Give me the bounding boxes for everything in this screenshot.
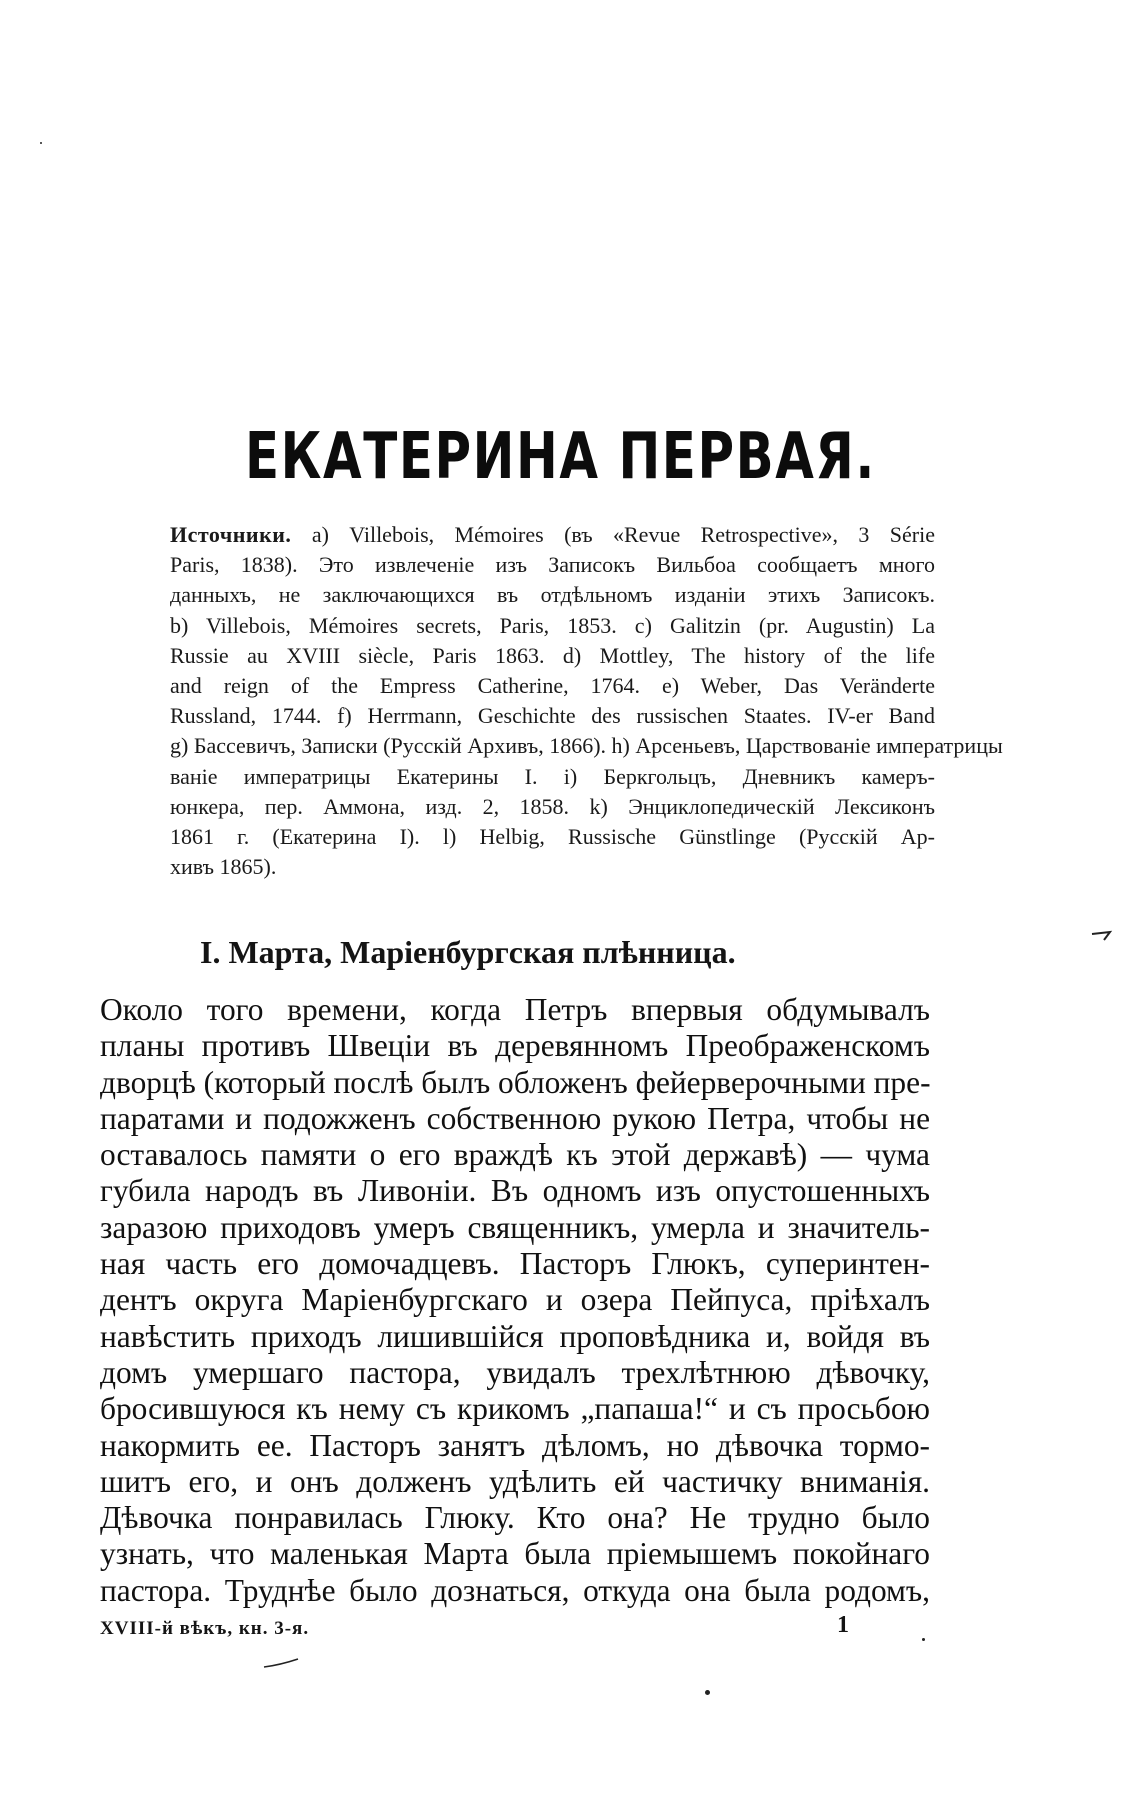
- body-line: накормить ее. Пасторъ занятъ дѣломъ, но дѣвочка тормо-: [100, 1427, 930, 1463]
- chapter-title: ЕКАТЕРИНА ПЕРВАЯ.: [245, 420, 876, 494]
- sources-label: Источники.: [170, 522, 292, 547]
- body-line: оставалось памяти о его враждѣ къ этой державѣ) — чума: [100, 1137, 930, 1173]
- body-line: навѣстить приходъ лишившійся проповѣдника и, войдя въ: [100, 1318, 930, 1354]
- body-line: шитъ его, и онъ долженъ удѣлить ей частичку вниманія.: [100, 1463, 930, 1499]
- body-line: дворцѣ (который послѣ былъ обложенъ фейерверочными пре-: [100, 1064, 931, 1100]
- body-line: губила народъ въ Ливоніи. Въ одномъ изъ опустошенныхъ: [100, 1173, 930, 1209]
- sources-line: юнкера, пер. Аммона, изд. 2, 1858. k) Энциклопедическій Лексиконъ: [170, 793, 935, 819]
- body-line: пастора. Труднѣе было дознаться, откуда она была родомъ,: [100, 1572, 930, 1608]
- body-line: заразою приходовъ умеръ священникъ, умерла и значитель-: [100, 1209, 930, 1245]
- section-heading: I. Марта, Маріенбургская плѣнница.: [200, 934, 736, 970]
- sources-paragraph: [170, 520, 1003, 882]
- body-line: Дѣвочка понравилась Глюку. Кто она? Не трудно было: [100, 1500, 930, 1536]
- pen-mark: [1090, 930, 1114, 944]
- sources-line: Russie au XVIII siècle, Paris 1863. d) Mottley, The history of the life: [170, 642, 935, 668]
- sources-line: and reign of the Empress Catherine, 1764. e) Weber, Das Veränderte: [170, 673, 935, 699]
- body-line: домъ умершаго пастора, увидалъ трехлѣтнюю дѣвочку,: [100, 1354, 930, 1390]
- sources-line: g) Бассевичъ, Записки (Русскій Архивъ, 1866). h) Арсеньевъ, Царствованіе императрицы: [170, 733, 1003, 759]
- page-number: 1: [837, 1612, 849, 1638]
- sources-line: Paris, 1838). Это извлеченіе изъ Записокъ Вильбоа сообщаетъ много: [170, 552, 935, 578]
- sources-line: хивъ 1865).: [170, 854, 277, 880]
- body-line: ная часть его домочадцевъ. Пасторъ Глюкъ, суперинтен-: [100, 1246, 930, 1282]
- scan-speck: [705, 1690, 710, 1695]
- scan-speck: [40, 142, 42, 144]
- sources-line: 1861 г. (Екатерина I). l) Helbig, Russische Günstlinge (Русскій Ар-: [170, 824, 935, 850]
- sources-line: ваніе императрицы Екатерины I. i) Беркгольцъ, Дневникъ камеръ-: [170, 763, 935, 789]
- body-line: Около того времени, когда Петръ впервыя обдумывалъ: [100, 992, 930, 1027]
- sources-line: Russland, 1744. f) Herrmann, Geschichte des russischen Staates. IV-er Band: [170, 703, 935, 729]
- sources-line: Источники. а) Villebois, Mémoires (въ «Revue Retrospective», 3 Série: [170, 522, 935, 547]
- pen-mark: [262, 1655, 302, 1671]
- body-line: паратами и подожженъ собственною рукою Петра, чтобы не: [100, 1100, 930, 1136]
- body-text: [100, 992, 930, 1609]
- sources-line: данныхъ, не заключающихся въ отдѣльномъ изданіи этихъ Записокъ.: [170, 582, 935, 608]
- body-line: бросившуюся къ нему съ крикомъ „папаша!“ и съ просьбою: [100, 1391, 930, 1427]
- body-line: дентъ округа Маріенбургскаго и озера Пейпуса, пріѣхалъ: [100, 1282, 930, 1318]
- body-line: узнать, что маленькая Марта была пріемышемъ покойнаго: [100, 1536, 930, 1572]
- body-line: планы противъ Швеціи въ деревянномъ Преображенскомъ: [100, 1028, 930, 1064]
- printer-signature: XVIII-й вѣкъ, кн. 3-я.: [100, 1618, 310, 1639]
- sources-line: b) Villebois, Mémoires secrets, Paris, 1853. c) Galitzin (pr. Augustin) La: [170, 612, 935, 638]
- scan-speck: [922, 1638, 925, 1641]
